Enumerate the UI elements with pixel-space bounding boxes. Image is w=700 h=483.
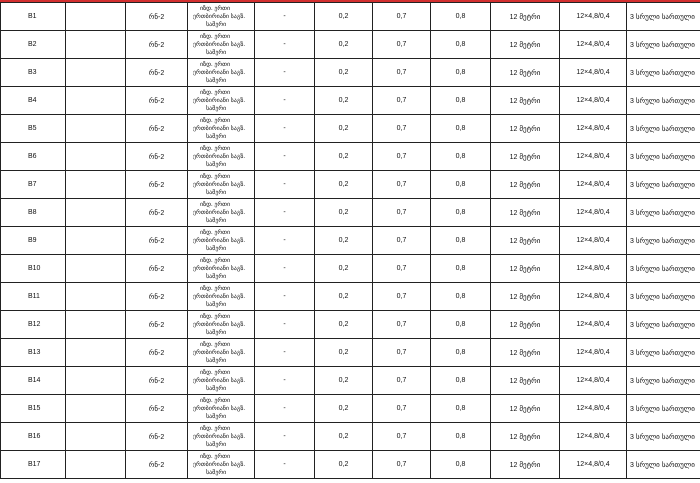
table-row	[1, 283, 700, 311]
cell-id: B6	[1, 143, 66, 171]
cell-length: 12 მეტრი	[491, 143, 560, 171]
cell-value-2: 0,7	[373, 423, 431, 451]
cell-type-line: ერთბირიანი საგზ.	[193, 461, 246, 468]
cell-dash: -	[255, 311, 315, 339]
cell-value-3: 0,8	[431, 255, 491, 283]
cell-value-2: 0,7	[373, 255, 431, 283]
cell-type	[188, 31, 255, 59]
cell-type	[188, 255, 255, 283]
cell-value-2: 0,7	[373, 283, 431, 311]
cell-id: B9	[1, 227, 66, 255]
table-row	[1, 143, 700, 171]
cell-code: რნ-2	[126, 3, 188, 31]
cell-type-line: იზდ. ერთი	[200, 201, 231, 208]
cell-type-line: ერთბირიანი საგზ.	[193, 321, 246, 328]
cell-type	[188, 227, 255, 255]
cell-note: 3 სრული სართული	[627, 199, 700, 227]
cell-length: 12 მეტრი	[491, 367, 560, 395]
cell-code: რნ-2	[126, 311, 188, 339]
cell-type-line: ერთბირიანი საგზ.	[193, 209, 246, 216]
cell-spec: 12×4,8/0,4	[560, 171, 627, 199]
table-row	[1, 227, 700, 255]
cell-note: 3 სრული სართული	[627, 143, 700, 171]
cell-note: 3 სრული სართული	[627, 423, 700, 451]
cell-type-line: ერთბირიანი საგზ.	[193, 405, 246, 412]
cell-value-1: 0,2	[315, 115, 373, 143]
cell-code: რნ-2	[126, 87, 188, 115]
cell-spec: 12×4,8/0,4	[560, 283, 627, 311]
cell-type-line: ერთბირიანი საგზ.	[193, 13, 246, 20]
cell-value-3: 0,8	[431, 115, 491, 143]
cell-type-line: სამერი	[206, 161, 227, 168]
cell-type-line: ერთბირიანი საგზ.	[193, 181, 246, 188]
cell-power	[66, 283, 126, 311]
cell-id: B11	[1, 283, 66, 311]
cell-power	[66, 59, 126, 87]
cell-type-line: იზდ. ერთი	[200, 257, 231, 264]
cell-power	[66, 171, 126, 199]
table-body	[1, 3, 700, 479]
table-row	[1, 255, 700, 283]
cell-length: 12 მეტრი	[491, 227, 560, 255]
cell-code: რნ-2	[126, 199, 188, 227]
cell-length: 12 მეტრი	[491, 87, 560, 115]
cell-type	[188, 115, 255, 143]
cell-id: B12	[1, 311, 66, 339]
cell-dash: -	[255, 451, 315, 479]
cell-type-line: ერთბირიანი საგზ.	[193, 41, 246, 48]
cell-length: 12 მეტრი	[491, 31, 560, 59]
cell-dash: -	[255, 255, 315, 283]
cell-power	[66, 227, 126, 255]
cell-type-line: იზდ. ერთი	[200, 117, 231, 124]
cell-value-1: 0,2	[315, 3, 373, 31]
cell-spec: 12×4,8/0,4	[560, 339, 627, 367]
cell-length: 12 მეტრი	[491, 283, 560, 311]
cell-power	[66, 339, 126, 367]
cell-value-1: 0,2	[315, 311, 373, 339]
cell-type-line: იზდ. ერთი	[200, 453, 231, 460]
table-row	[1, 115, 700, 143]
cell-value-2: 0,7	[373, 143, 431, 171]
cell-code: რნ-2	[126, 367, 188, 395]
cell-type-line: ერთბირიანი საგზ.	[193, 69, 246, 76]
cell-code: რნ-2	[126, 283, 188, 311]
table-row	[1, 423, 700, 451]
cell-value-3: 0,8	[431, 171, 491, 199]
cell-power	[66, 199, 126, 227]
cell-type-line: სამერი	[206, 469, 227, 476]
cell-type-line: სამერი	[206, 273, 227, 280]
cell-type-line: სამერი	[206, 133, 227, 140]
cell-note: 3 სრული სართული	[627, 339, 700, 367]
cell-id: B1	[1, 3, 66, 31]
cell-type-line: იზდ. ერთი	[200, 313, 231, 320]
cell-id: B3	[1, 59, 66, 87]
cell-value-2: 0,7	[373, 199, 431, 227]
cell-value-3: 0,8	[431, 451, 491, 479]
table-row	[1, 199, 700, 227]
cell-value-1: 0,2	[315, 87, 373, 115]
cell-type-line: ერთბირიანი საგზ.	[193, 433, 246, 440]
cell-type-line: იზდ. ერთი	[200, 5, 231, 12]
cell-type	[188, 395, 255, 423]
cell-value-1: 0,2	[315, 395, 373, 423]
cell-type-line: სამერი	[206, 21, 227, 28]
cell-id: B13	[1, 339, 66, 367]
cell-type	[188, 283, 255, 311]
cell-length: 12 მეტრი	[491, 3, 560, 31]
cell-id: B5	[1, 115, 66, 143]
cell-type-line: სამერი	[206, 77, 227, 84]
cell-type	[188, 451, 255, 479]
cell-spec: 12×4,8/0,4	[560, 395, 627, 423]
cell-type-line: ერთბირიანი საგზ.	[193, 265, 246, 272]
cell-power	[66, 3, 126, 31]
cell-value-1: 0,2	[315, 227, 373, 255]
cell-value-2: 0,7	[373, 311, 431, 339]
cell-value-2: 0,7	[373, 227, 431, 255]
cell-type-line: სამერი	[206, 301, 227, 308]
cell-note: 3 სრული სართული	[627, 367, 700, 395]
cell-type-line: იზდ. ერთი	[200, 341, 231, 348]
cell-type-line: ერთბირიანი საგზ.	[193, 349, 246, 356]
cell-id: B10	[1, 255, 66, 283]
cell-note: 3 სრული სართული	[627, 59, 700, 87]
cell-type	[188, 367, 255, 395]
cell-dash: -	[255, 59, 315, 87]
cell-length: 12 მეტრი	[491, 171, 560, 199]
cell-type-line: ერთბირიანი საგზ.	[193, 125, 246, 132]
cell-value-1: 0,2	[315, 31, 373, 59]
cell-id: B14	[1, 367, 66, 395]
cell-value-2: 0,7	[373, 87, 431, 115]
cell-type	[188, 423, 255, 451]
cell-note: 3 სრული სართული	[627, 115, 700, 143]
cell-value-3: 0,8	[431, 423, 491, 451]
cell-length: 12 მეტრი	[491, 423, 560, 451]
cell-type-line: სამერი	[206, 329, 227, 336]
cell-value-2: 0,7	[373, 367, 431, 395]
table-row	[1, 171, 700, 199]
cell-dash: -	[255, 395, 315, 423]
cell-value-3: 0,8	[431, 143, 491, 171]
cell-power	[66, 31, 126, 59]
cell-spec: 12×4,8/0,4	[560, 59, 627, 87]
cell-code: რნ-2	[126, 31, 188, 59]
cell-code: რნ-2	[126, 227, 188, 255]
table-row	[1, 59, 700, 87]
cell-note: 3 სრული სართული	[627, 283, 700, 311]
cell-dash: -	[255, 31, 315, 59]
cell-type	[188, 199, 255, 227]
cell-value-1: 0,2	[315, 59, 373, 87]
cell-spec: 12×4,8/0,4	[560, 423, 627, 451]
cell-length: 12 მეტრი	[491, 339, 560, 367]
cell-length: 12 მეტრი	[491, 115, 560, 143]
cell-power	[66, 87, 126, 115]
cell-value-1: 0,2	[315, 199, 373, 227]
cell-type-line: იზდ. ერთი	[200, 61, 231, 68]
cell-type-line: იზდ. ერთი	[200, 173, 231, 180]
cell-value-2: 0,7	[373, 171, 431, 199]
cell-length: 12 მეტრი	[491, 451, 560, 479]
table-row	[1, 339, 700, 367]
table-row	[1, 3, 700, 31]
cell-type-line: იზდ. ერთი	[200, 397, 231, 404]
cell-spec: 12×4,8/0,4	[560, 31, 627, 59]
cell-value-1: 0,2	[315, 423, 373, 451]
cell-type-line: ერთბირიანი საგზ.	[193, 377, 246, 384]
cell-dash: -	[255, 3, 315, 31]
cell-power	[66, 255, 126, 283]
cell-id: B15	[1, 395, 66, 423]
cell-type-line: ერთბირიანი საგზ.	[193, 97, 246, 104]
cell-power	[66, 451, 126, 479]
cell-value-1: 0,2	[315, 143, 373, 171]
table-row	[1, 87, 700, 115]
cell-type-line: სამერი	[206, 245, 227, 252]
cell-note: 3 სრული სართული	[627, 311, 700, 339]
cell-value-3: 0,8	[431, 311, 491, 339]
cell-spec: 12×4,8/0,4	[560, 199, 627, 227]
cell-dash: -	[255, 227, 315, 255]
cell-spec: 12×4,8/0,4	[560, 451, 627, 479]
cell-id: B4	[1, 87, 66, 115]
table-row	[1, 31, 700, 59]
cell-code: რნ-2	[126, 451, 188, 479]
table-row	[1, 367, 700, 395]
cell-spec: 12×4,8/0,4	[560, 3, 627, 31]
cell-type	[188, 143, 255, 171]
cell-type	[188, 311, 255, 339]
cell-note: 3 სრული სართული	[627, 171, 700, 199]
cell-value-3: 0,8	[431, 59, 491, 87]
cell-length: 12 მეტრი	[491, 311, 560, 339]
cell-id: B17	[1, 451, 66, 479]
cell-code: რნ-2	[126, 115, 188, 143]
cell-type-line: იზდ. ერთი	[200, 285, 231, 292]
cell-value-2: 0,7	[373, 59, 431, 87]
cell-id: B16	[1, 423, 66, 451]
cell-type-line: სამერი	[206, 105, 227, 112]
cell-note: 3 სრული სართული	[627, 451, 700, 479]
cell-spec: 12×4,8/0,4	[560, 115, 627, 143]
cell-code: რნ-2	[126, 255, 188, 283]
cell-spec: 12×4,8/0,4	[560, 87, 627, 115]
cell-code: რნ-2	[126, 171, 188, 199]
cell-type	[188, 87, 255, 115]
cell-value-3: 0,8	[431, 199, 491, 227]
cell-value-2: 0,7	[373, 115, 431, 143]
cell-dash: -	[255, 199, 315, 227]
data-table	[0, 2, 700, 479]
cell-type-line: სამერი	[206, 357, 227, 364]
cell-spec: 12×4,8/0,4	[560, 367, 627, 395]
cell-value-2: 0,7	[373, 451, 431, 479]
cell-dash: -	[255, 423, 315, 451]
cell-dash: -	[255, 143, 315, 171]
cell-value-3: 0,8	[431, 339, 491, 367]
cell-type	[188, 59, 255, 87]
cell-type-line: სამერი	[206, 413, 227, 420]
cell-value-3: 0,8	[431, 395, 491, 423]
cell-note: 3 სრული სართული	[627, 255, 700, 283]
cell-dash: -	[255, 367, 315, 395]
cell-value-1: 0,2	[315, 367, 373, 395]
cell-spec: 12×4,8/0,4	[560, 143, 627, 171]
cell-dash: -	[255, 339, 315, 367]
cell-code: რნ-2	[126, 339, 188, 367]
cell-note: 3 სრული სართული	[627, 31, 700, 59]
cell-power	[66, 423, 126, 451]
cell-code: რნ-2	[126, 143, 188, 171]
cell-type-line: იზდ. ერთი	[200, 145, 231, 152]
cell-type-line: იზდ. ერთი	[200, 425, 231, 432]
table-row	[1, 311, 700, 339]
cell-value-3: 0,8	[431, 3, 491, 31]
table-row	[1, 451, 700, 479]
cell-type-line: იზდ. ერთი	[200, 369, 231, 376]
cell-value-1: 0,2	[315, 451, 373, 479]
cell-type-line: ერთბირიანი საგზ.	[193, 237, 246, 244]
cell-value-2: 0,7	[373, 31, 431, 59]
cell-note: 3 სრული სართული	[627, 395, 700, 423]
cell-type-line: იზდ. ერთი	[200, 229, 231, 236]
cell-value-1: 0,2	[315, 283, 373, 311]
cell-type-line: სამერი	[206, 385, 227, 392]
cell-type-line: ერთბირიანი საგზ.	[193, 153, 246, 160]
cell-value-1: 0,2	[315, 339, 373, 367]
cell-code: რნ-2	[126, 59, 188, 87]
table-row	[1, 395, 700, 423]
cell-type-line: სამერი	[206, 189, 227, 196]
cell-power	[66, 115, 126, 143]
cell-dash: -	[255, 115, 315, 143]
cell-spec: 12×4,8/0,4	[560, 227, 627, 255]
cell-power	[66, 143, 126, 171]
cell-value-2: 0,7	[373, 339, 431, 367]
cell-type-line: სამერი	[206, 49, 227, 56]
cell-length: 12 მეტრი	[491, 255, 560, 283]
cell-type	[188, 339, 255, 367]
cell-spec: 12×4,8/0,4	[560, 255, 627, 283]
cell-type-line: ერთბირიანი საგზ.	[193, 293, 246, 300]
cell-type-line: სამერი	[206, 217, 227, 224]
cell-value-3: 0,8	[431, 227, 491, 255]
cell-id: B8	[1, 199, 66, 227]
cell-note: 3 სრული სართული	[627, 3, 700, 31]
cell-dash: -	[255, 283, 315, 311]
cell-type	[188, 171, 255, 199]
cell-dash: -	[255, 171, 315, 199]
cell-value-3: 0,8	[431, 283, 491, 311]
cell-type-line: სამერი	[206, 441, 227, 448]
cell-value-3: 0,8	[431, 31, 491, 59]
cell-note: 3 სრული სართული	[627, 227, 700, 255]
cell-length: 12 მეტრი	[491, 59, 560, 87]
cell-value-2: 0,7	[373, 3, 431, 31]
cell-power	[66, 395, 126, 423]
cell-type-line: იზდ. ერთი	[200, 33, 231, 40]
cell-length: 12 მეტრი	[491, 199, 560, 227]
cell-dash: -	[255, 87, 315, 115]
cell-value-1: 0,2	[315, 255, 373, 283]
cell-value-1: 0,2	[315, 171, 373, 199]
cell-value-3: 0,8	[431, 367, 491, 395]
cell-value-2: 0,7	[373, 395, 431, 423]
cell-code: რნ-2	[126, 423, 188, 451]
cell-length: 12 მეტრი	[491, 395, 560, 423]
cell-value-3: 0,8	[431, 87, 491, 115]
cell-power	[66, 311, 126, 339]
cell-note: 3 სრული სართული	[627, 87, 700, 115]
cell-power	[66, 367, 126, 395]
cell-spec: 12×4,8/0,4	[560, 311, 627, 339]
cell-type	[188, 3, 255, 31]
cell-id: B7	[1, 171, 66, 199]
cell-code: რნ-2	[126, 395, 188, 423]
cell-id: B2	[1, 31, 66, 59]
cell-type-line: იზდ. ერთი	[200, 89, 231, 96]
